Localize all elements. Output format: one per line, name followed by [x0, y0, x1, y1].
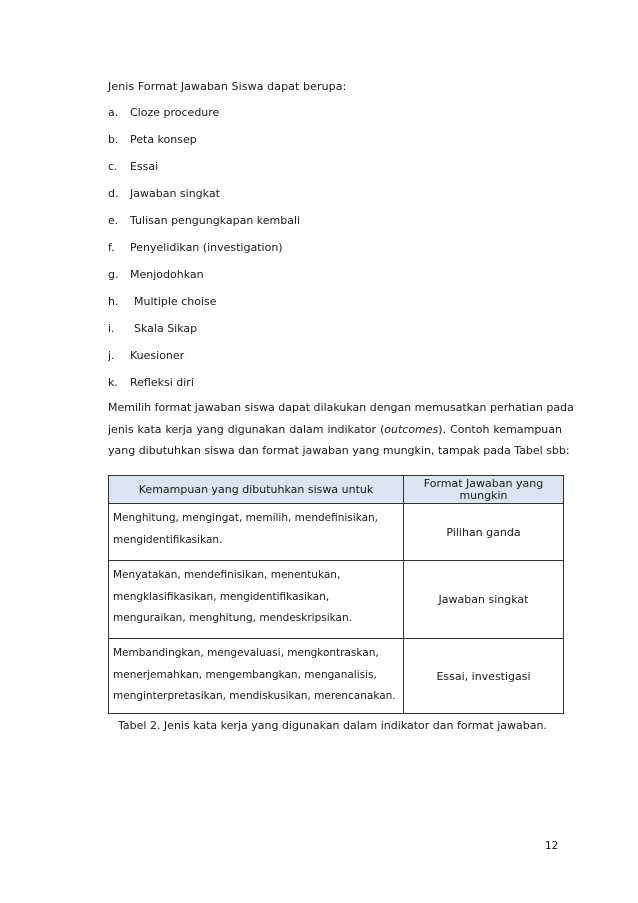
- list-item-text: Cloze procedure: [130, 106, 220, 119]
- table-cell-format: Jawaban singkat: [404, 561, 564, 639]
- cell-line: Menyatakan, mendefinisikan, menentukan,: [113, 569, 341, 581]
- list-marker: e.: [108, 214, 119, 227]
- list-item-text: Multiple choise: [134, 295, 217, 308]
- intro-text: Jenis Format Jawaban Siswa dapat berupa:: [108, 80, 347, 93]
- paragraph-line: Memilih format jawaban siswa dapat dilakukan dengan memusatkan perhatian pada: [108, 401, 574, 414]
- cell-line: mengklasifikasikan, mengidentifikasikan,: [113, 590, 330, 603]
- list-marker: a.: [108, 106, 119, 119]
- list-marker: c.: [108, 160, 118, 173]
- table-header-abilities: Kemampuan yang dibutuhkan siswa untuk: [109, 476, 404, 504]
- list-item-text: Skala Sikap: [134, 322, 198, 335]
- cell-line: Menghitung, mengingat, memilih, mendefinisikan,: [113, 512, 379, 524]
- table-cell-abilities: [109, 561, 404, 639]
- table-caption: Tabel 2. Jenis kata kerja yang digunakan dalam indikator dan format jawaban.: [118, 719, 547, 732]
- paragraph-emphasis: outcomes: [384, 422, 439, 436]
- cell-line: menguraikan, menghitung, mendeskripsikan.: [113, 612, 352, 624]
- answer-format-table: [108, 475, 564, 714]
- table-row: [109, 561, 564, 639]
- list-item-text: Kuesioner: [130, 349, 185, 362]
- table-header-format: [404, 476, 564, 504]
- list-item-text: Tulisan pengungkapan kembali: [130, 214, 301, 227]
- header-line: mungkin: [459, 488, 508, 502]
- paragraph-line: yang dibutuhkan siswa dan format jawaban yang mungkin, tampak pada Tabel sbb:: [108, 444, 570, 457]
- body-paragraph: [108, 397, 574, 462]
- list-item-text: Menjodohkan: [130, 268, 204, 281]
- table-cell-format: Essai, investigasi: [404, 639, 564, 714]
- cell-line: mengidentifikasikan.: [113, 533, 223, 546]
- list-marker: j.: [108, 349, 115, 362]
- header-line: Format Jawaban yang: [423, 476, 544, 490]
- list-marker: f.: [108, 241, 115, 254]
- list-marker: h.: [108, 295, 119, 308]
- cell-line: menerjemahkan, mengembangkan, menganalisis,: [113, 668, 377, 681]
- table-cell-format: Pilihan ganda: [404, 504, 564, 561]
- list-item-text: Penyelidikan (investigation): [130, 241, 283, 254]
- list-item-text: Peta konsep: [130, 133, 197, 146]
- paragraph-text: ). Contoh kemampuan: [438, 422, 562, 436]
- table-row: [109, 639, 564, 714]
- list-item-text: Essai: [130, 160, 159, 173]
- list-item-text: Refleksi diri: [130, 376, 194, 389]
- cell-line: menginterpretasikan, mendiskusikan, merencanakan.: [113, 690, 396, 702]
- table-row: [109, 504, 564, 561]
- page-number: 12: [545, 840, 559, 852]
- list-marker: i.: [108, 322, 115, 335]
- table-header-row: [109, 476, 564, 504]
- paragraph-line: [108, 419, 562, 441]
- list-marker: d.: [108, 187, 119, 200]
- list-marker: b.: [108, 133, 119, 146]
- list-marker: g.: [108, 268, 119, 281]
- table-cell-abilities: [109, 639, 404, 714]
- list-marker: k.: [108, 376, 118, 389]
- cell-line: Membandingkan, mengevaluasi, mengkontraskan,: [113, 647, 379, 659]
- table-cell-abilities: [109, 504, 404, 561]
- paragraph-text: jenis kata kerja yang digunakan dalam indikator (: [108, 422, 385, 436]
- list-item-text: Jawaban singkat: [130, 187, 220, 200]
